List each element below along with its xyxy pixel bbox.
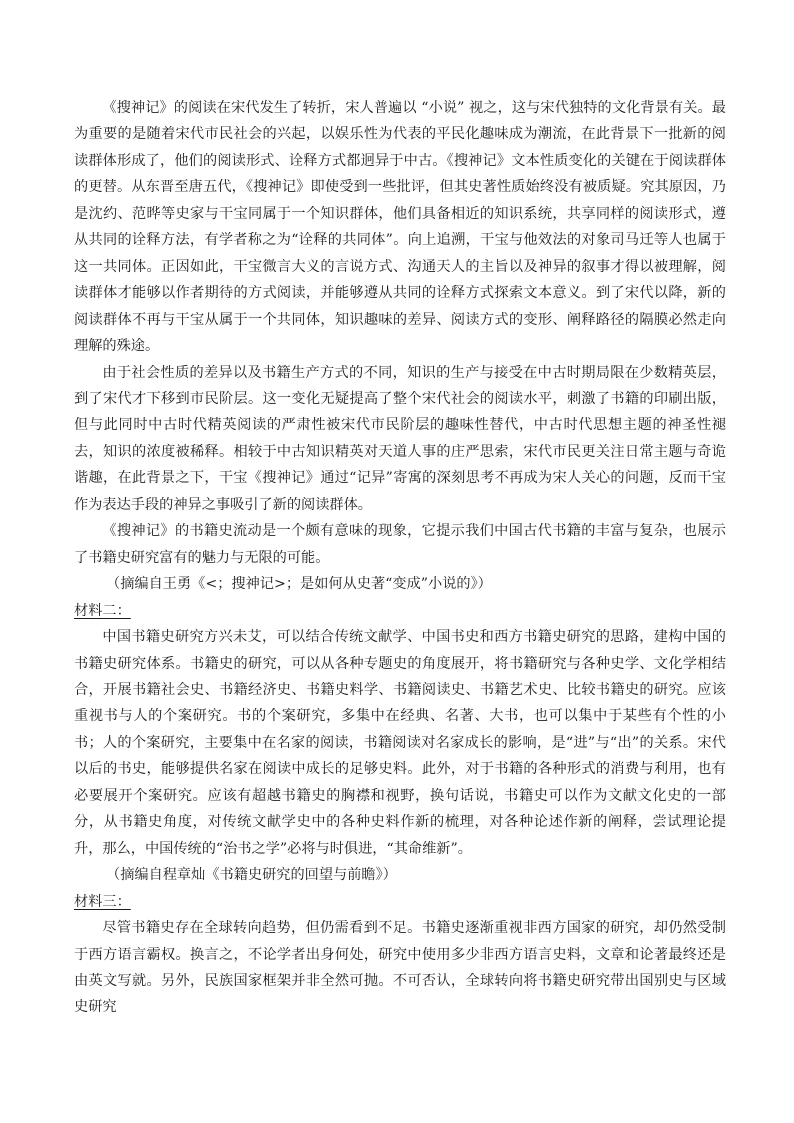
material1-paragraph-3: 《搜神记》的书籍史流动是一个颇有意味的现象，它提示我们中国古代书籍的丰富与复杂，也展示了书籍史研究富有的魅力与无限的可能。	[74, 523, 726, 566]
material1-paragraph-2: 由于社会性质的差异以及书籍生产方式的不同，知识的生产与接受在中古时期局限在少数精英层，到了宋代才下移到市民阶层。这一变化无疑提高了整个宋代社会的阅读水平，刺激了书籍的印刷出版，但与此同时中古时代精英阅读的严肃性被宋代市民阶层的趣味性替代，中古时代思想主题的神圣性褪去，知识的浓度被稀释。相较于中古知识精英对天道人事的庄严思索，宋代市民更关注日常主题与奇诡谐趣，在此背景之下，干宝《搜神记》通过“记异”寄寓的深刻思考不再成为宋人关心的问题，反而干宝作为表达手段的神异之事吸引了新的阅读群体。	[74, 364, 726, 513]
material2-source: （摘编自程章灿《书籍史研究的回望与前瞻》）	[106, 867, 397, 884]
material1-paragraph-1: 《搜神记》的阅读在宋代发生了转折，宋人普遍以 “小说” 视之，这与宋代独特的文化背景有关。最为重要的是随着宋代市民社会的兴起，以娱乐性为代表的平民化趣味成为潮流，在此背景下一批新的阅读群体形成了，他们的阅读形式、诠释方式都迥异于中古。《搜神记》文本性质变化的关键在于阅读群体的更替。从东晋至唐五代，《搜神记》即使受到一些批评，但其史著性质始终没有被质疑。究其原因，乃是沈约、范晔等史家与干宝同属于一个知识群体，他们具备相近的知识系统，共享同样的阅读形式，遵从共同的诠释方法，有学者称之为“诠释的共同体”。向上追溯，干宝与他效法的对象司马迁等人也属于这一共同体。正因如此，干宝微言大义的言说方式、沟通天人的主旨以及神异的叙事才得以被理解，阅读群体才能够以作者期待的方式阅读，并能够遵从共同的诠释方式探索文本意义。到了宋代以降，新的阅读群体不再与干宝从属于一个共同体，知识趣味的差异、阅读方式的变形、阐释路径的隔膜必然走向理解的殊途。	[74, 100, 726, 355]
material3-label: 材料三：	[74, 893, 131, 910]
document-page	[74, 95, 726, 1021]
material1-source: （摘编自王勇《<；搜神记>；是如何从史著“变成”小说的》）	[106, 576, 492, 593]
material3-paragraph-1: 尽管书籍史存在全球转向趋势，但仍需看到不足。书籍史逐渐重视非西方国家的研究，却仍然受制于西方语言霸权。换言之，不论学者出身何处，研究中使用多少非西方语言史料，文章和论著最终还是由英文写就。另外，民族国家框架并非全然可抛。不可否认，全球转向将书籍史研究带出国别史与区域史研究	[74, 920, 726, 1016]
material2-label: 材料二：	[74, 602, 131, 619]
material2-paragraph-1: 中国书籍史研究方兴未艾，可以结合传统文献学、中国书史和西方书籍史研究的思路，建构中国的书籍史研究体系。书籍史的研究，可以从各种专题史的角度展开，将书籍研究与各种史学、文化学相结合，开展书籍社会史、书籍经济史、书籍史料学、书籍阅读史、书籍艺术史、比较书籍史的研究。应该重视书与人的个案研究。书的个案研究，多集中在经典、名著、大书，也可以集中于某些有个性的小书；人的个案研究，主要集中在名家的阅读，书籍阅读对名家成长的影响，是“进”与“出”的关系。宋代以后的书史，能够提供名家在阅读中成长的足够史料。此外，对于书籍的各种形式的消费与利用，也有必要展开个案研究。应该有超越书籍史的胸襟和视野，换句话说，书籍史可以作为文献文化史的一部分，从书籍史角度，对传统文献学史中的各种史料作新的梳理，对各种论述作新的阐释，尝试理论提升，那么，中国传统的“治书之学”必将与时俱进，“其命维新”。	[74, 629, 726, 857]
